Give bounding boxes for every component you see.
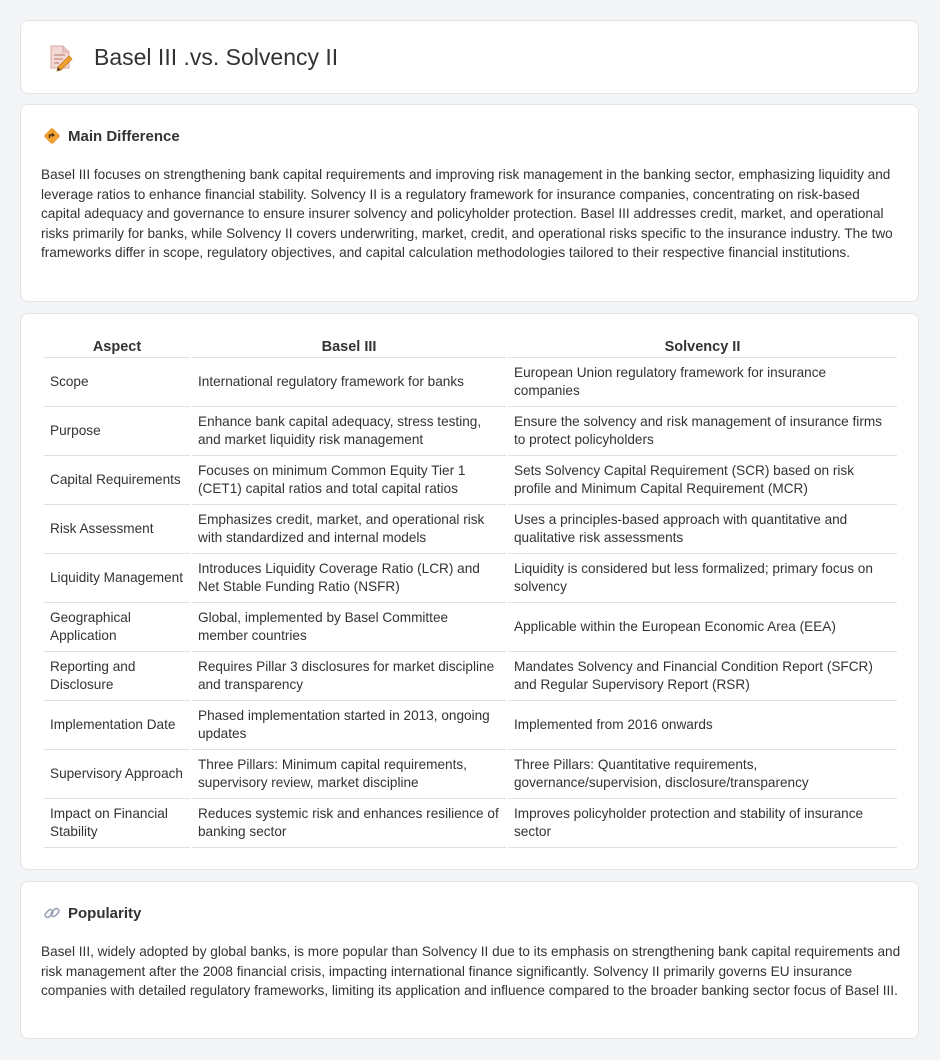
- main-difference-text: Basel III focuses on strengthening bank capital requirements and improving risk management in the banking sector, emphasizing liquidity and leverage ratios to enhance financial stability. Solvency II is a regulatory framework for insurance companies, concentrating on risk-based capital adequacy and governance to ensure insurer solvency and policyholder protection. Basel III addresses credit, market, and operational risks primarily for banks, while Solvency II covers underwriting, market, credit, and operational risks specific to the insurance industry. The two frameworks differ in scope, regulatory objectives, and capital calculation methodologies tailored to their respective financial institutions.: [41, 167, 893, 260]
- basel-cell: Global, implemented by Basel Committee member countries: [192, 603, 506, 652]
- basel-cell: Focuses on minimum Common Equity Tier 1 (CET1) capital ratios and total capital ratios: [192, 456, 506, 505]
- page-title: Basel III .vs. Solvency II: [94, 43, 339, 70]
- solvency-cell: Mandates Solvency and Financial Condition Report (SFCR) and Regular Supervisory Report (RSR): [508, 652, 897, 701]
- table-row: [44, 701, 897, 750]
- main-difference-heading: Main Difference: [68, 127, 180, 145]
- header-solvency-ii: Solvency II: [508, 333, 897, 358]
- popularity-text: Basel III, widely adopted by global banks, is more popular than Solvency II due to its emphasis on strengthening bank capital requirements and risk management after the 2008 financial crisis, impacting international finance significantly. Solvency II primarily governs EU insurance companies with detailed regulatory frameworks, limiting its application and influence compared to the broader banking sector focus of Basel III.: [41, 944, 901, 998]
- basel-cell: Three Pillars: Minimum capital requirements, supervisory review, market discipline: [192, 750, 506, 799]
- aspect-cell: Purpose: [44, 407, 190, 456]
- document-pencil-icon: [45, 42, 75, 72]
- basel-cell: Emphasizes credit, market, and operational risk with standardized and internal models: [192, 505, 506, 554]
- aspect-cell: Reporting and Disclosure: [44, 652, 190, 701]
- table-row: [44, 652, 897, 701]
- basel-cell: Enhance bank capital adequacy, stress testing, and market liquidity risk management: [192, 407, 506, 456]
- aspect-cell: Implementation Date: [44, 701, 190, 750]
- table-header-row: [44, 333, 897, 358]
- aspect-cell: Supervisory Approach: [44, 750, 190, 799]
- aspect-cell: Geographical Application: [44, 603, 190, 652]
- basel-cell: Requires Pillar 3 disclosures for market discipline and transparency: [192, 652, 506, 701]
- basel-cell: Reduces systemic risk and enhances resilience of banking sector: [192, 799, 506, 848]
- solvency-cell: Liquidity is considered but less formalized; primary focus on solvency: [508, 554, 897, 603]
- solvency-cell: Improves policyholder protection and stability of insurance sector: [508, 799, 897, 848]
- aspect-cell: Scope: [44, 358, 190, 407]
- comparison-section: [20, 313, 919, 870]
- popularity-header: [43, 904, 141, 922]
- basel-cell: Phased implementation started in 2013, ongoing updates: [192, 701, 506, 750]
- popularity-section: [20, 881, 919, 1039]
- link-icon: [43, 904, 61, 922]
- title-row: [45, 42, 338, 72]
- solvency-cell: Applicable within the European Economic Area (EEA): [508, 603, 897, 652]
- header-aspect: Aspect: [44, 333, 190, 358]
- table-row: [44, 750, 897, 799]
- basel-cell: Introduces Liquidity Coverage Ratio (LCR) and Net Stable Funding Ratio (NSFR): [192, 554, 506, 603]
- table-row: [44, 554, 897, 603]
- table-row: [44, 603, 897, 652]
- basel-cell: International regulatory framework for banks: [192, 358, 506, 407]
- table-row: [44, 456, 897, 505]
- solvency-cell: Implemented from 2016 onwards: [508, 701, 897, 750]
- table-row: [44, 407, 897, 456]
- comparison-table: [42, 333, 899, 848]
- table-row: [44, 799, 897, 848]
- main-difference-section: [20, 104, 919, 302]
- solvency-cell: Uses a principles-based approach with quantitative and qualitative risk assessments: [508, 505, 897, 554]
- aspect-cell: Impact on Financial Stability: [44, 799, 190, 848]
- aspect-cell: Liquidity Management: [44, 554, 190, 603]
- table-row: [44, 505, 897, 554]
- solvency-cell: Three Pillars: Quantitative requirements, governance/supervision, disclosure/transparency: [508, 750, 897, 799]
- main-difference-header: [43, 127, 180, 145]
- road-sign-icon: [43, 127, 61, 145]
- table-row: [44, 358, 897, 407]
- popularity-heading: Popularity: [68, 904, 142, 922]
- solvency-cell: Sets Solvency Capital Requirement (SCR) based on risk profile and Minimum Capital Requirement (MCR): [508, 456, 897, 505]
- aspect-cell: Risk Assessment: [44, 505, 190, 554]
- header-basel-iii: Basel III: [192, 333, 506, 358]
- title-card: [20, 20, 919, 94]
- aspect-cell: Capital Requirements: [44, 456, 190, 505]
- solvency-cell: European Union regulatory framework for insurance companies: [508, 358, 897, 407]
- solvency-cell: Ensure the solvency and risk management of insurance firms to protect policyholders: [508, 407, 897, 456]
